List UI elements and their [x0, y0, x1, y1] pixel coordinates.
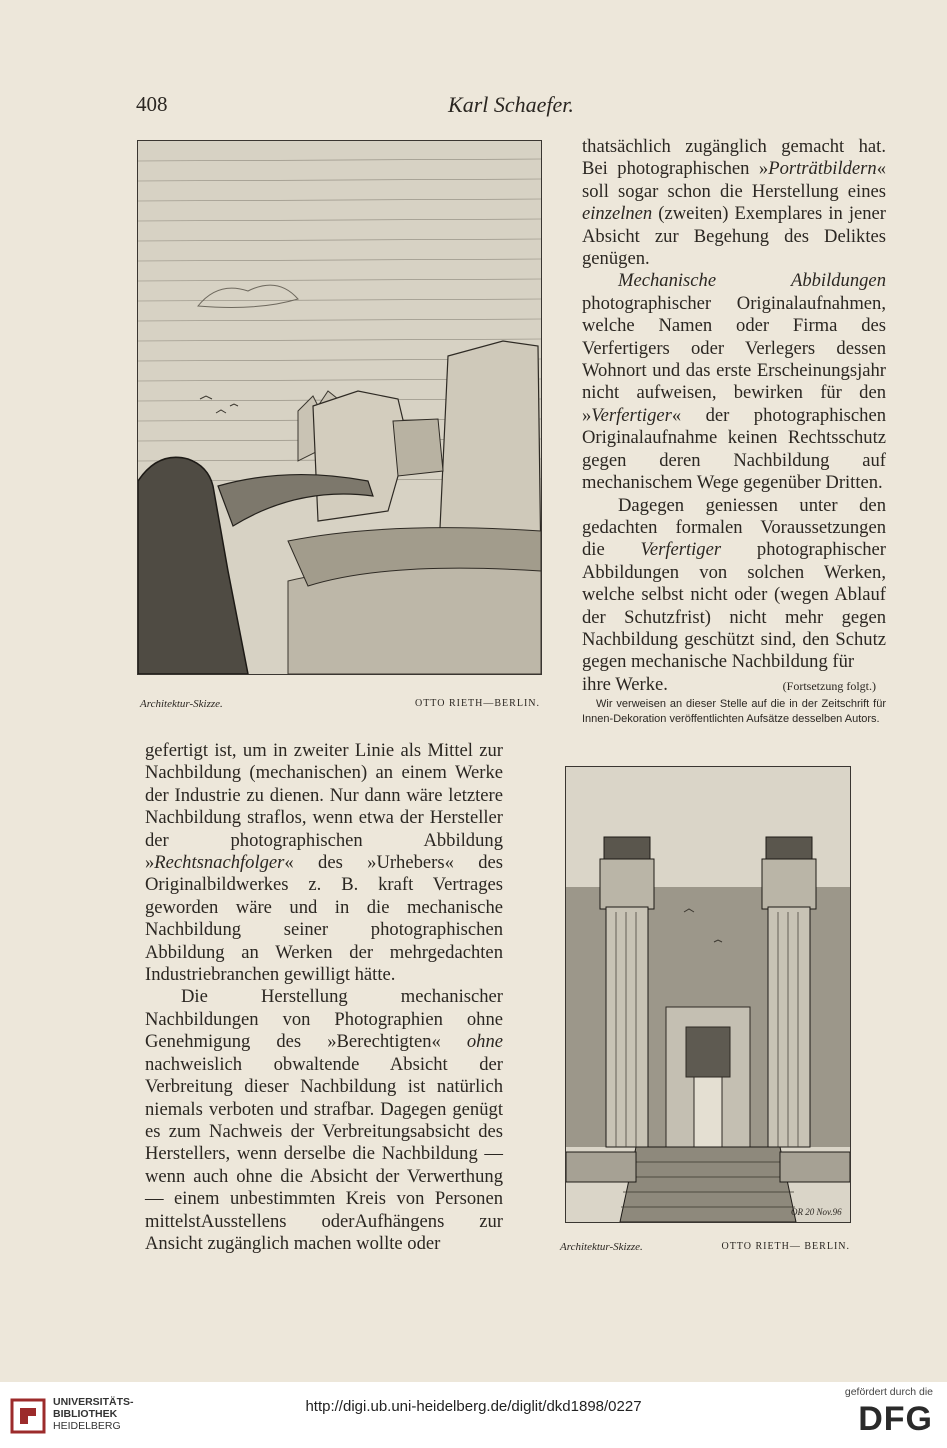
caption-title: Architektur-Skizze. — [560, 1241, 643, 1253]
paragraph: gefertigt ist, um in zweiter Linie als Mittel zur Nachbildung (mechanischen) an einem Werke der Industrie zu dienen. Nur dann wäre letztere Nachbildung straflos, wenn etwa der Hersteller der photographischen Abbildung »Rechtsnachfolger« des »Urhebers« des Originalbildwerkes z. B. kraft Vertrages geworden wäre und in die mechanische Nachbildung seiner photographischen Abbildung an Werken der mehrgedachten Industriebranchen gewilligt hätte. — [145, 740, 503, 986]
caption-title: Architektur-Skizze. — [140, 698, 223, 710]
digitization-footer — [0, 1382, 947, 1448]
source-url-link[interactable]: http://digi.ub.uni-heidelberg.de/diglit/dkd1898/0227 — [305, 1398, 642, 1415]
caption-artist: OTTO RIETH— BERLIN. — [721, 1241, 850, 1252]
closing-line — [582, 674, 886, 696]
figure-caption-1 — [140, 698, 540, 712]
architecture-sketch-bridge — [137, 140, 542, 675]
closing-words: ihre Werke. — [582, 674, 668, 695]
right-column-text — [582, 136, 886, 674]
continued-note: (Fortsetzung folgt.) — [782, 679, 876, 693]
running-head: Karl Schaefer. — [448, 92, 574, 117]
signature: OR 20 Nov.96 — [791, 1207, 842, 1217]
funded-by-label: gefördert durch die — [844, 1386, 933, 1398]
paragraph: Mechanische Abbildungen photographischer Originalaufnahmen, welche Namen oder Firma des Verfertigers oder Verlegers dessen Wohnort und das erste Erscheinungsjahr nicht aufweisen, bewirken für den »Verfertiger« der photographischen Originalaufnahme keinen Rechtsschutz gegen deren Nachbildung auf mechanischem Wege gegenüber Dritten. — [582, 270, 886, 494]
figure-caption-2 — [560, 1241, 850, 1255]
dfg-logo: DFG — [858, 1400, 933, 1438]
architecture-sketch-temple — [565, 766, 851, 1223]
paragraph: Die Herstellung mechanischer Nachbildungen von Photographien ohne Genehmigung des »Berechtigten« ohne nachweislich obwaltende Absicht der Verbreitung dieser Nachbildung ist natürlich niemals verboten und strafbar. Dagegen genügt es zum Nachweis der Verbreitungsabsicht des Herstellers, wenn derselbe die Nachbildung — wenn auch ohne die Absicht der Verwerthung — einem unbestimmten Kreis von Personen mittelstAusstellens oderAufhängens zur Ansicht zugänglich machen wollte oder — [145, 986, 503, 1254]
library-name: UNIVERSITÄTS- BIBLIOTHEK HEIDELBERG — [53, 1396, 134, 1432]
left-column-text — [145, 740, 503, 1255]
caption-artist: OTTO RIETH—BERLIN. — [414, 698, 540, 709]
page-number: 408 — [136, 92, 168, 116]
paragraph: thatsächlich zugänglich gemacht hat. Bei photographischen »Porträtbildern« soll sogar schon die Herstellung eines einzelnen (zweiten) Exemplares in jener Absicht zur Begehung des Deliktes genügen. — [582, 136, 886, 270]
paragraph: Dagegen geniessen unter den gedachten formalen Voraussetzungen die Verfertiger photographischer Abbildungen von solchen Werken, welche selbst nicht oder (wegen Ablauf der Schutzfrist) nicht mehr gegen Nachbildung geschützt sind, den Schutz gegen mechanische Nachbildung für — [582, 494, 886, 673]
footnote: Wir verweisen an dieser Stelle auf die in der Zeitschrift für Innen-Dekoration veröffentlichten Aufsätze desselben Autors. — [582, 698, 886, 725]
page-header — [136, 92, 886, 122]
